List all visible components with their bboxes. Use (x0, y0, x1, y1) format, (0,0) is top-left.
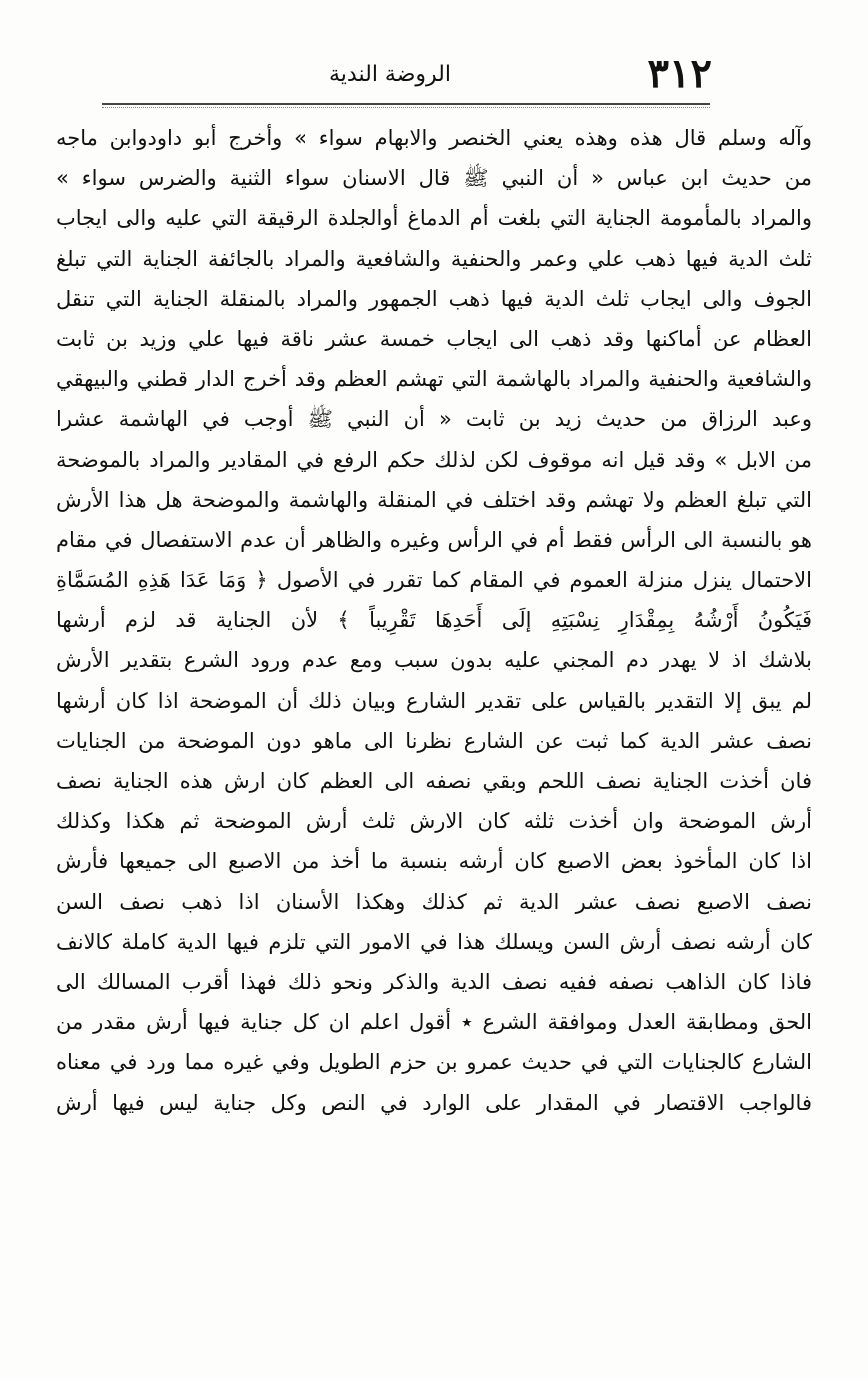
text-line-11: هو بالنسبة الى الرأس فقط أم في الرأس وغيره والظاهر أن عدم الاستفصال في مقام (56, 527, 812, 552)
text-line-21: كان أرشه نصف أرش السن ويسلك هذا في الامور التي تلزم فيها الدية كاملة كالانف (56, 929, 812, 954)
page-number: ٣١٢ (647, 50, 712, 97)
header-divider-dotted (102, 107, 710, 108)
text-line-9: من الابل » وقد قيل انه موقوف لكن لذلك حكم الرفع في المقادير والمراد بالموضحة (56, 447, 812, 472)
text-line-20: نصف الاصبع نصف عشر الدية ثم كذلك وهكذا الأسنان اذا ذهب نصف السن (56, 889, 812, 914)
page-header (100, 48, 712, 106)
text-line-25: فالواجب الاقتصار في المقدار على الوارد في النص وكل جناية ليس فيها أرش (56, 1090, 812, 1115)
text-line-22: فاذا كان الذاهب نصفه ففيه نصف الدية والذكر ونحو ذلك فهذا أقرب المسالك الى (56, 969, 812, 994)
text-line-19: اذا كان المأخوذ بعض الاصبع كان أرشه بنسبة ما أخذ من الاصبع الى جميعها فأرش (56, 849, 812, 874)
text-line-2: من حديث ابن عباس « أن النبي ﷺ قال الاسنان سواء الثنية والضرس سواء » (56, 166, 812, 191)
text-line-23: الحق ومطابقة العدل وموافقة الشرع ٭ أقول اعلم ان كل جناية فيها أرش مقدر من (56, 1010, 812, 1035)
text-line-7: والشافعية والحنفية والمراد بالهاشمة التي تهشم العظم وقد أخرج الدار قطني والبيهقي (56, 367, 812, 392)
running-title: الروضة الندية (329, 62, 451, 87)
text-line-17: فان أخذت الجناية نصف اللحم وبقي نصفه الى العظم كان ارش هذه الجناية نصف (56, 769, 812, 793)
text-line-8: وعبد الرزاق من حديث زيد بن ثابت « أن النبي ﷺ أوجب في الهاشمة عشرا (56, 407, 812, 432)
text-line-5: الجوف والى ايجاب ثلث الدية فيها ذهب الجمهور والمراد بالمنقلة الجناية التي تنقل (56, 286, 812, 311)
text-line-12: الاحتمال ينزل منزلة العموم في المقام كما تقرر في الأصول ﴿ وَمَا عَدَا هَذِهِ المُسَمَّاةِ (56, 568, 812, 593)
body-text (56, 118, 812, 1318)
text-line-1: وآله وسلم قال هذه وهذه يعني الخنصر والابهام سواء » وأخرج أبو داودوابن ماجه (56, 126, 812, 150)
text-line-10: التي تبلغ العظم ولا تهشم وقد اختلف في المنقلة والهاشمة والموضحة هل هذا الأرش (56, 487, 812, 512)
text-line-16: نصف عشر الدية كما ثبت عن الشارع نظرنا الى ماهو دون الموضحة من الجنايات (56, 728, 812, 753)
header-divider (102, 103, 710, 105)
text-line-6: العظام عن أماكنها وقد ذهب الى ايجاب خمسة عشر ناقة فيها علي وزيد بن ثابت (56, 326, 812, 351)
text-line-3: والمراد بالمأمومة الجناية التي بلغت أم الدماغ أوالجلدة الرقيقة التي عليه والى ايجاب (56, 206, 812, 231)
text-line-24: الشارع كالجنايات التي في حديث عمرو بن حزم الطويل وفي غيره مما ورد في معناه (56, 1050, 812, 1075)
text-line-15: لم يبق إلا التقدير بالقياس على تقدير الشارع وبيان ذلك أن الموضحة اذا كان أرشها (56, 688, 812, 713)
text-line-18: أرش الموضحة وان أخذت ثلثه كان الارش ثلث أرش الموضحة ثم هكذا وكذلك (56, 809, 812, 834)
text-line-13: فَيَكُونُ أَرْشُهُ بِمِقْدَارِ نِسْبَتِهِ إلَى أَحَدِهَا تَقْرِيباً ﴾ لأن الجناية قد لزم أرشها (56, 608, 812, 633)
text-line-4: ثلث الدية فيها ذهب علي وعمر والحنفية والشافعية والمراد بالجائفة الجناية التي تبلغ (56, 246, 812, 271)
text-line-14: بلاشك اذ لا يهدر دم المجني عليه بدون سبب ومع عدم ورود الشرع بتقدير الأرش (56, 648, 812, 673)
